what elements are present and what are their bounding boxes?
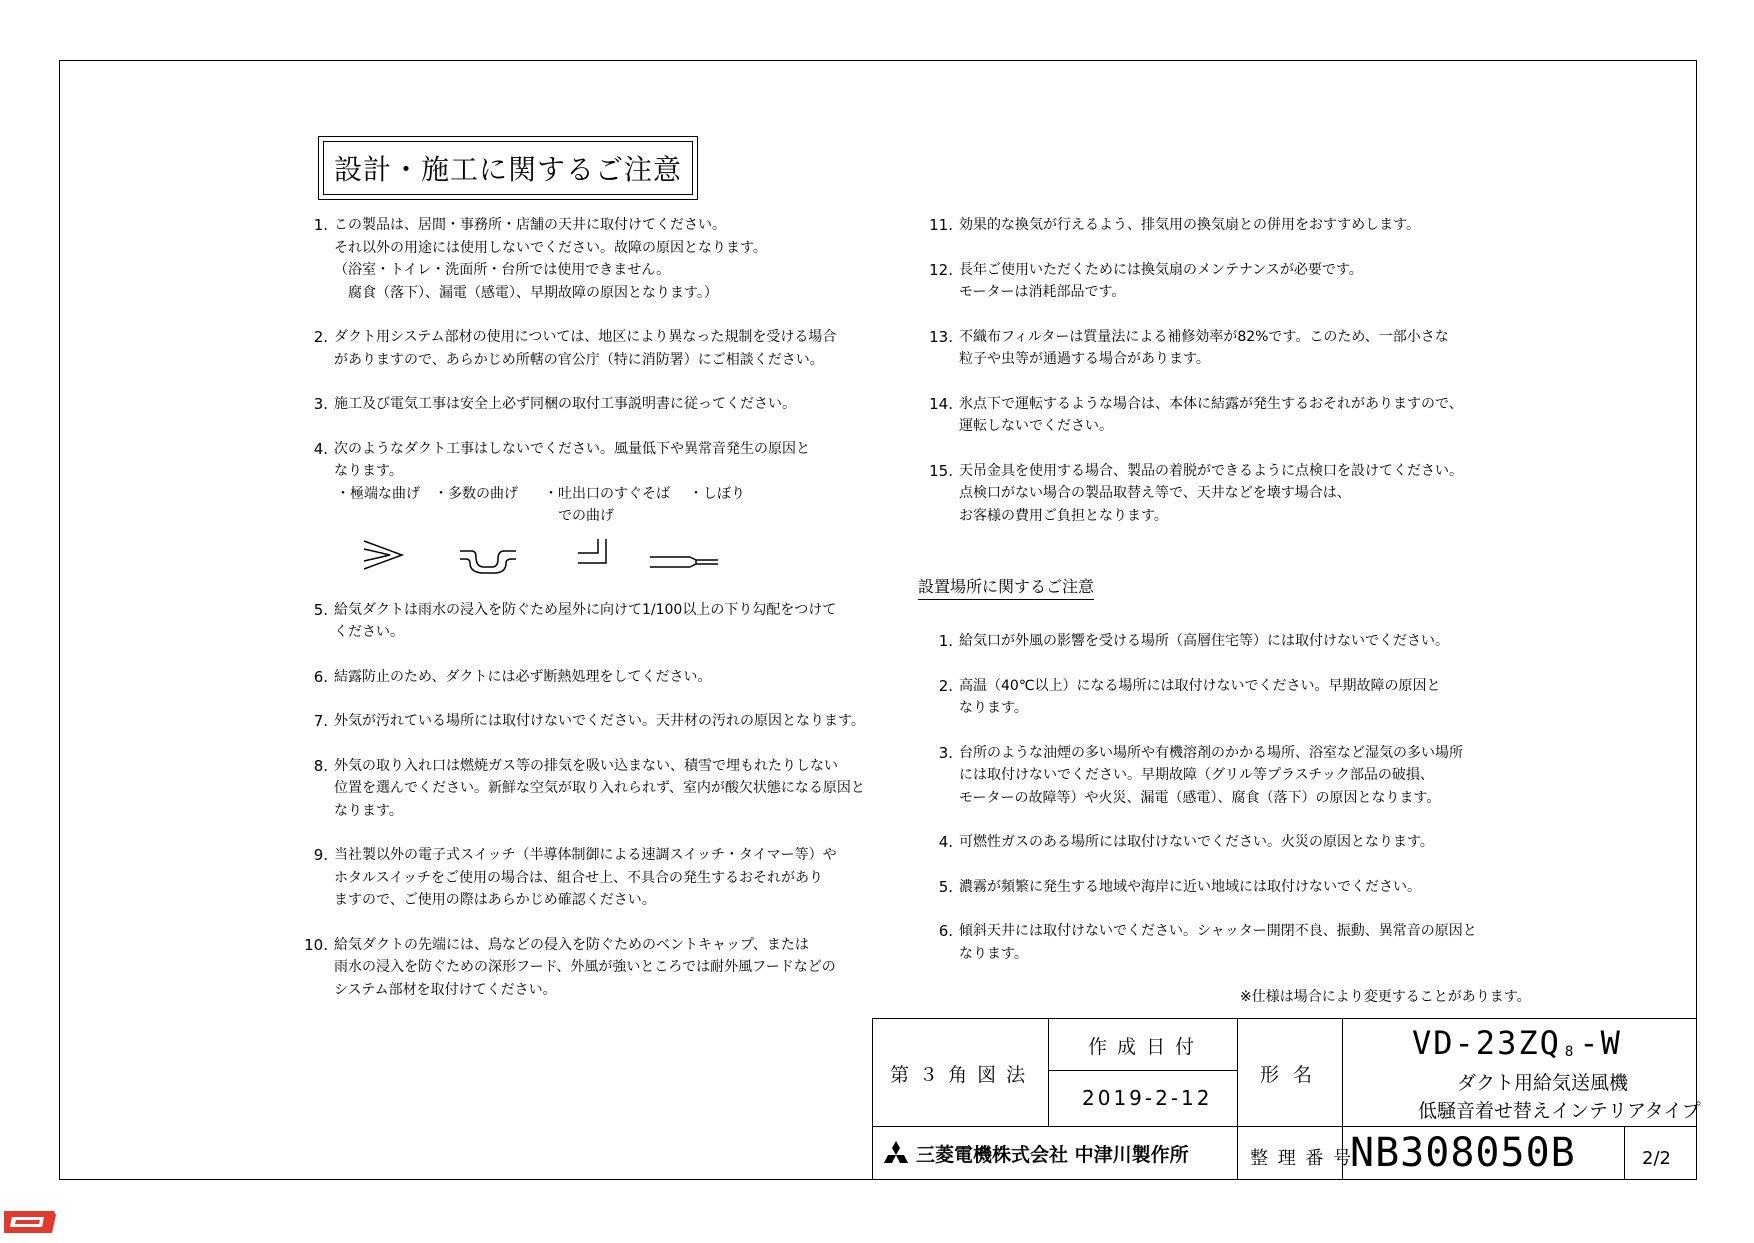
note-item-14 <box>915 393 1463 438</box>
note-line: がありますので、あらかじめ所轄の官公庁（特に消防署）にご相談ください。 <box>334 351 824 368</box>
date-label: 作 成 日 付 <box>1088 1036 1197 1058</box>
title-box <box>318 136 698 200</box>
note-line: 腐食（落下）、漏電（感電）、早期故障の原因となります。） <box>334 284 718 301</box>
outlet-bend-icon <box>578 539 606 563</box>
note-body <box>959 393 1463 438</box>
note-number: 11. <box>929 216 953 234</box>
place-item-1 <box>915 630 1449 653</box>
note-number: 8. <box>313 756 328 775</box>
title-block-rule <box>1237 1018 1238 1180</box>
note-line: ください。 <box>334 624 404 640</box>
note-line: ダクト用システム部材の使用については、地区により異なった規制を受ける場合 <box>334 329 837 345</box>
note-number: 9. <box>313 846 328 864</box>
note-item-7 <box>290 710 865 733</box>
title-block-rule <box>1624 1126 1625 1180</box>
product-desc-line1: ダクト用給気送風機 <box>1457 1072 1629 1094</box>
ref-number: NB308050B <box>1350 1130 1576 1176</box>
place-item-4 <box>915 831 1435 854</box>
place-item-6 <box>915 920 1477 965</box>
title-block-rule <box>872 1126 1697 1127</box>
note-line: 長年ご使用いただくためには換気扇のメンテナンスが必要です。 <box>959 261 1363 278</box>
note-line: 天吊金具を使用する場合、製品の着脱ができるように点検口を設けてください。 <box>959 462 1463 479</box>
corner-logo <box>0 1205 60 1243</box>
title-block-rule <box>1048 1070 1237 1071</box>
note-item-9 <box>290 844 837 912</box>
note-body <box>334 934 836 1002</box>
note-item-15 <box>915 460 1463 528</box>
note-number: 4. <box>938 833 953 851</box>
note-line: 氷点下で運転するような場合は、本体に結露が発生するおそれがありますので、 <box>959 395 1463 412</box>
note-item-3 <box>290 393 810 416</box>
note-body <box>959 742 1463 810</box>
note-line: 粒子や虫等が通過する場合があります。 <box>959 351 1210 367</box>
note-body <box>334 438 810 581</box>
note-number: 7. <box>313 712 328 730</box>
note-body <box>959 326 1449 371</box>
note-line: ホタルスイッチをご使用の場合は、組合せ上、不具合の発生するおそれがあり <box>334 869 824 886</box>
page-number: 2/2 <box>1642 1148 1671 1169</box>
model-main: VD-23ZQ <box>1412 1024 1561 1062</box>
spec-change-note: ※仕様は場合により変更することがあります。 <box>1240 989 1531 1005</box>
note-line: 不織布フィルターは質量法による補修効率が82%です。このため、一部小さな <box>959 328 1449 345</box>
note-number: 14. <box>929 394 953 413</box>
note-line: お客様の費用ご負担となります。 <box>959 507 1168 524</box>
note-line: 濃霧が頻繁に発生する地域や海岸に近い地域には取付けないでください。 <box>959 878 1421 895</box>
note-line: 給気ダクトは雨水の浸入を防ぐため屋外に向けて1/100以上の下り勾配をつけて <box>334 601 837 618</box>
note-body <box>334 599 836 644</box>
duct-label-many-bends: ・多数の曲げ <box>434 485 518 502</box>
note-line: 運転しないでください。 <box>959 418 1113 434</box>
duct-label-near-outlet: ・吐出口のすぐそば <box>544 485 670 502</box>
note-line: 点検口がない場合の製品取替え等で、天井などを壊す場合は、 <box>959 485 1351 501</box>
page-title: 設計・施工に関するご注意 <box>323 141 693 195</box>
note-line: 施工及び電気工事は安全上必ず同梱の取付工事説明書に従ってください。 <box>334 396 796 412</box>
note-line: 台所のような油煙の多い場所や有機溶剤のかかる場所、浴室など湿気の多い場所 <box>959 744 1463 761</box>
note-item-4 <box>290 438 810 581</box>
note-line: なります。 <box>959 945 1028 962</box>
note-body <box>334 393 810 416</box>
note-number: 2. <box>938 676 953 695</box>
title-block-rule <box>1048 1018 1049 1126</box>
projection-method: 第 ３ 角 図 法 <box>890 1064 1028 1086</box>
note-number: 10. <box>304 935 328 954</box>
duct-label-sharp-bend: ・極端な曲げ <box>336 485 420 502</box>
note-body <box>334 755 865 823</box>
note-body <box>334 844 837 912</box>
note-item-2 <box>290 326 837 371</box>
ref-label: 整 理 番 号 <box>1250 1148 1354 1169</box>
note-line: ますので、ご使用の際はあらかじめ確認ください。 <box>334 892 656 908</box>
note-number: 5. <box>313 600 328 619</box>
note-number: 5. <box>938 877 953 896</box>
note-line: それ以外の用途には使用しないでください。故障の原因となります。 <box>334 239 767 256</box>
model-subscript: 8 <box>1564 1044 1576 1060</box>
note-item-8 <box>290 755 865 823</box>
note-line: 可燃性ガスのある場所には取付けないでください。火災の原因となります。 <box>959 834 1434 850</box>
duct-diagram <box>334 533 754 581</box>
note-body <box>959 920 1477 965</box>
note-item-10 <box>290 934 836 1002</box>
note-line: 傾斜天井には取付けないでください。シャッター開閉不良、振動、異常音の原因と <box>959 923 1477 939</box>
note-body <box>959 876 1435 899</box>
note-line: 次のようなダクト工事はしないでください。風量低下や異常音発生の原因と <box>334 440 810 457</box>
note-body <box>334 710 865 733</box>
section-title-installation-place: 設置場所に関するご注意 <box>918 574 1094 600</box>
model-label: 形 名 <box>1260 1064 1317 1086</box>
note-line: 結露防止のため、ダクトには必ず断熱処理をしてください。 <box>334 668 712 685</box>
mitsubishi-logo-icon <box>882 1141 910 1167</box>
product-desc-line2: 低騒音着せ替えインテリアタイプ <box>1418 1100 1701 1122</box>
note-body <box>959 675 1441 720</box>
note-body <box>959 831 1435 854</box>
note-line: 外気の取り入れ口は燃焼ガス等の排気を吸い込まない、積雪で埋もれたりしない <box>334 757 838 774</box>
note-line: （浴室・トイレ・洗面所・台所では使用できません。 <box>334 262 671 278</box>
note-line: 当社製以外の電子式スイッチ（半導体制御による速調スイッチ・タイマー等）や <box>334 847 837 863</box>
left-notes <box>290 214 865 1023</box>
model-suffix: -W <box>1579 1024 1622 1062</box>
note-line: なります。 <box>334 463 403 479</box>
company-name: 三菱電機株式会社 中津川製作所 <box>916 1144 1189 1166</box>
note-number: 3. <box>938 743 953 762</box>
note-line: モーターの故障等）や火災、漏電（感電）、腐食（落下）の原因となります。 <box>959 789 1441 806</box>
place-item-3 <box>915 742 1463 810</box>
note-line: 雨水の浸入を防ぐための深形フード、外風が強いところでは耐外風フードなどの <box>334 959 836 975</box>
sharp-bend-icon-inner <box>364 549 390 561</box>
note-item-13 <box>915 326 1449 371</box>
note-body <box>959 259 1435 304</box>
note-item-1 <box>290 214 810 304</box>
duct-labels <box>334 483 810 527</box>
note-body <box>959 630 1449 653</box>
note-body <box>334 666 810 689</box>
note-body <box>959 214 1435 237</box>
note-number: 1. <box>313 216 328 234</box>
place-notes <box>915 630 1477 987</box>
note-line: には取付けないでください。早期故障（グリル等プラスチック部品の破損、 <box>959 767 1434 783</box>
note-line: 効果的な換気が行えるよう、排気用の換気扇との併用をおすすめします。 <box>959 217 1421 233</box>
note-number: 2. <box>313 328 328 346</box>
note-line: システム部材を取付けてください。 <box>334 981 557 998</box>
sharp-bend-icon <box>364 541 402 569</box>
date-value: 2019-2-12 <box>1082 1086 1213 1110</box>
note-body <box>334 214 810 304</box>
note-number: 15. <box>929 461 953 480</box>
place-item-5 <box>915 876 1435 899</box>
note-number: 1. <box>938 632 953 650</box>
note-line: 給気口が外風の影響を受ける場所（高層住宅等）には取付けないでください。 <box>959 633 1449 649</box>
note-line: モーターは消耗部品です。 <box>959 284 1126 300</box>
note-number: 12. <box>929 260 953 279</box>
note-line: なります。 <box>334 802 403 819</box>
note-line: なります。 <box>959 700 1028 716</box>
note-item-12 <box>915 259 1435 304</box>
note-number: 3. <box>313 395 328 413</box>
note-number: 6. <box>938 922 953 940</box>
duct-label-near-outlet-2: での曲げ <box>558 507 614 524</box>
note-body <box>334 326 836 371</box>
note-line: 給気ダクトの先端には、鳥などの侵入を防ぐためのベントキャップ、または <box>334 936 809 953</box>
note-line: 高温（40℃以上）になる場所には取付けないでください。早期故障の原因と <box>959 677 1441 694</box>
note-number: 6. <box>313 667 328 686</box>
note-item-6 <box>290 666 810 689</box>
place-item-2 <box>915 675 1441 720</box>
constriction-icon <box>650 557 718 567</box>
brand-mark-icon <box>0 1205 60 1239</box>
note-item-5 <box>290 599 837 644</box>
many-bends-icon-inner <box>460 559 516 573</box>
note-item-11 <box>915 214 1435 237</box>
right-notes <box>915 214 1463 549</box>
company-name-block <box>882 1140 1189 1167</box>
note-line: この製品は、居間・事務所・店舗の天井に取付けてください。 <box>334 217 726 233</box>
duct-label-constriction: ・しぼり <box>689 485 745 502</box>
note-line: 外気が汚れている場所には取付けないでください。天井材の汚れの原因となります。 <box>334 713 865 729</box>
title-block <box>872 1018 1701 1180</box>
note-line: 位置を選んでください。新鮮な空気が取り入れられず、室内が酸欠状態になる原因と <box>334 780 865 796</box>
note-number: 4. <box>313 439 328 458</box>
note-number: 13. <box>929 327 953 346</box>
note-body <box>959 460 1463 528</box>
model-name <box>1412 1024 1622 1062</box>
